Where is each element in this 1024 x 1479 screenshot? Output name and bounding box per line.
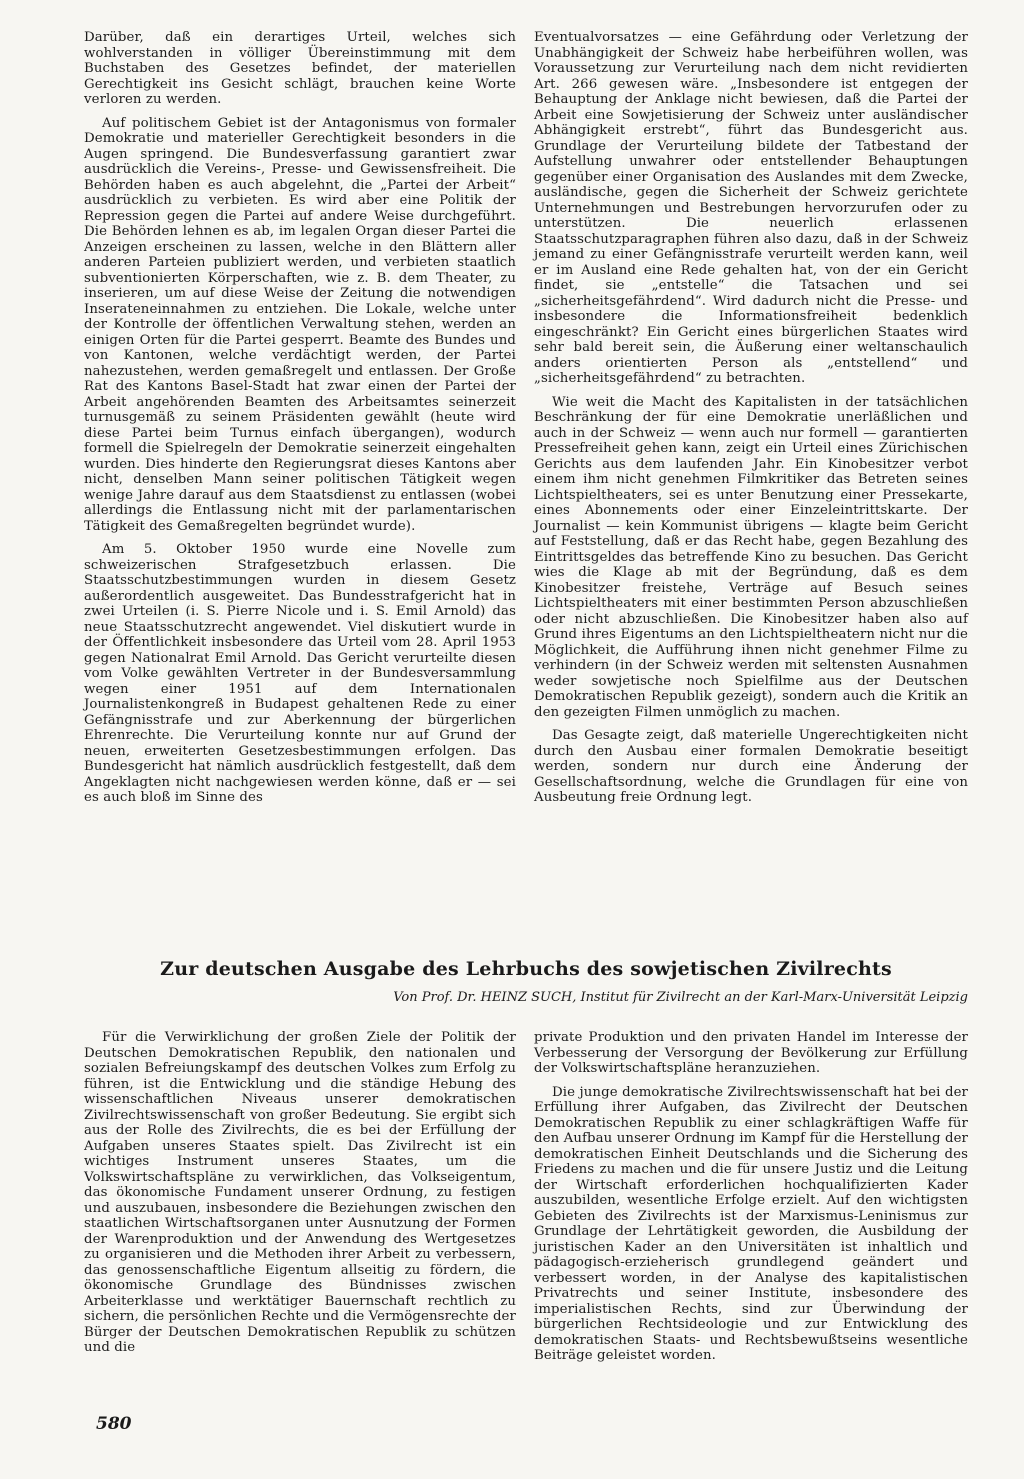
- paragraph: Darüber, daß ein derartiges Urteil, welches sich wohlverstanden in völliger Übereinstimmung mit dem Buchstaben des Gesetzes befindet, der materiellen Gerechtigkeit ins Gesicht schlägt, brauchen keine Worte verloren zu werden.: [84, 30, 516, 107]
- page-number: 580: [96, 1414, 132, 1434]
- paragraph: Am 5. Oktober 1950 wurde eine Novelle zum schweizerischen Strafgesetzbuch erlassen. Die Staatsschutzbestimmungen wurden in diesem Gesetz außerordentlich ausgeweitet. Das Bundesstrafgericht hat in zwei Urteilen (i. S. Pierre Nicole und i. S. Emil Arnold) das neue Staatsschutzrecht angewendet. Viel diskutiert wurde in der Öffentlichkeit insbesondere das Urteil vom 28. April 1953 gegen Nationalrat Emil Arnold. Das Gericht verurteilte diesen vom Volke gewählten Vertreter in der Bundesversammlung wegen einer 1951 auf dem Internationalen Journalistenkongreß in Budapest gehaltenen Rede zu einer Gefängnisstrafe und zur Aberkennung der bürgerlichen Ehrenrechte. Die Verurteilung konnte nur auf Grund der neuen, erweiterten Gesetzesbestimmungen erfolgen. Das Bundesgericht hat nämlich ausdrücklich festgestellt, daß dem Angeklagten nicht nachgewiesen werden könne, daß er — sei es auch bloß im Sinne des: [84, 542, 516, 805]
- article-title: Zur deutschen Ausgabe des Lehrbuchs des sowjetischen Zivilrechts: [160, 958, 892, 980]
- byline-prefix: Von Prof. Dr.: [393, 990, 481, 1005]
- paragraph: Auf politischem Gebiet ist der Antagonismus von formaler Demokratie und materieller Gerechtigkeit besonders in die Augen springend. Die Bundesverfassung garantiert zwar ausdrücklich die Vereins-, Presse- und Gewissensfreiheit. Die Behörden haben es auch abgelehnt, die „Partei der Arbeit“ ausdrücklich zu verbieten. Es wird aber eine Politik der Repression gegen die Partei auf andere Weise durchgeführt. Die Behörden lehnen es ab, im legalen Organ dieser Partei die Anzeigen erscheinen zu lassen, welche in den Blättern aller anderen Parteien publiziert werden, und verbieten staatlich subventionierten Körperschaften, wie z. B. dem Theater, zu inserieren, um auf diese Weise der Zeitung die notwendigen Inserateneinnahmen zu entziehen. Die Lokale, welche unter der Kontrolle der öffentlichen Verwaltung stehen, werden an einigen Orten für die Partei gesperrt. Beamte des Bundes und von Kantonen, welche verdächtigt werden, der Partei nahezustehen, werden gemaßregelt und entlassen. Der Große Rat des Kantons Basel-Stadt hat zwar einen der Partei der Arbeit angehörenden Beamten des Arbeitsamtes seinerzeit turnusgemäß zu seinem Präsidenten gewählt (heute wird diese Partei beim Turnus einfach übergangen), wodurch formell die Spielregeln der Demokratie seinerzeit eingehalten wurden. Dies hinderte den Regierungsrat dieses Kantons aber nicht, denselben Mann seiner politischen Tätigkeit wegen wenige Jahre darauf aus dem Staatsdienst zu entlassen (wobei allerdings die Entlassung nicht mit der parlamentarischen Tätigkeit des Gemaßregelten begründet wurde).: [84, 115, 516, 534]
- bottom-left-column: [84, 1030, 516, 1364]
- paragraph: Für die Verwirklichung der großen Ziele der Politik der Deutschen Demokratischen Republik, den nationalen und sozialen Befreiungskampf des deutschen Volkes zum Erfolg zu führen, ist die Entwicklung und die ständige Hebung des wissenschaftlichen Niveaus unserer demokratischen Zivilrechtswissenschaft von großer Bedeutung. Sie ergibt sich aus der Rolle des Zivilrechts, die es bei der Erfüllung der Aufgaben unseres Staates spielt. Das Zivilrecht ist ein wichtiges Instrument unseres Staates, um die Volkswirtschaftspläne zu verwirklichen, das Volkseigentum, das ökonomische Fundament unserer Ordnung, zu festigen und auszubauen, insbesondere die Beziehungen zwischen den staatlichen Wirtschaftsorganen unter Ausnutzung der Formen der Warenproduktion und der Anwendung des Wertgesetzes zu organisieren und die Methoden ihrer Arbeit zu verbessern, das genossenschaftliche Eigentum allseitig zu fördern, die ökonomische Grundlage des Bündnisses zwischen Arbeiterklasse und werktätiger Bauernschaft rechtlich zu sichern, die persönlichen Rechte und die Vermögensrechte der Bürger der Deutschen Demokratischen Republik zu schützen und die: [84, 1030, 516, 1355]
- byline-suffix: , Institut für Zivilrecht an der Karl-Marx-Universität Leipzig: [572, 990, 968, 1005]
- top-right-column: [534, 30, 968, 814]
- paragraph: Das Gesagte zeigt, daß materielle Ungerechtigkeiten nicht durch den Ausbau einer formalen Demokratie beseitigt werden, sondern nur durch eine Änderung der Gesellschaftsordnung, welche die Grundlagen für eine von Ausbeutung freie Ordnung legt.: [534, 728, 968, 805]
- paragraph: Eventualvorsatzes — eine Gefährdung oder Verletzung der Unabhängigkeit der Schweiz habe herbeiführen wollen, was Voraussetzung zur Verurteilung nach dem nicht revidierten Art. 266 gewesen wäre. „Insbesondere ist entgegen der Behauptung der Anklage nicht bewiesen, daß die Partei der Arbeit eine Sowjetisierung der Schweiz unter ausländischer Abhängigkeit erstrebt“, führt das Bundesgericht aus. Grundlage der Verurteilung bildete der Tatbestand der Aufstellung unwahrer oder entstellender Behauptungen gegenüber einer Organisation des Auslandes mit dem Zwecke, ausländische, gegen die Sicherheit der Schweiz gerichtete Unternehmungen und Bestrebungen hervorzurufen oder zu unterstützen. Die neuerlich erlassenen Staatsschutzparagraphen führen also dazu, daß in der Schweiz jemand zu einer Gefängnisstrafe verurteilt werden kann, weil er im Ausland eine Rede gehalten hat, von der ein Gericht findet, sie „entstelle“ die Tatsachen und sei „sicherheitsgefährdend“. Wird dadurch nicht die Presse- und insbesondere die Informationsfreiheit bedenklich eingeschränkt? Ein Gericht eines bürgerlichen Staates wird sehr bald bereit sein, die Äußerung einer weltanschaulich anders orientierten Person als „entstellend“ und „sicherheitsgefährdend“ zu betrachten.: [534, 30, 968, 386]
- article-byline: [84, 990, 968, 1006]
- paragraph: Die junge demokratische Zivilrechtswissenschaft hat bei der Erfüllung ihrer Aufgaben, das Zivilrecht der Deutschen Demokratischen Republik zu einer schlagkräftigen Waffe für den Aufbau unserer Ordnung im Kampf für die Herstellung der demokratischen Einheit Deutschlands und die Sicherung des Friedens zu machen und die für unsere Justiz und die Leitung der Wirtschaft erforderlichen hochqualifizierten Kader auszubilden, wesentliche Erfolge erzielt. Auf den wichtigsten Gebieten des Zivilrechts ist der Marxismus-Leninismus zur Grundlage der Lehrtätigkeit geworden, die Ausbildung der juristischen Kader an den Universitäten ist inhaltlich und pädagogisch-erzieherisch grundlegend geändert und verbessert worden, in der Analyse des kapitalistischen Privatrechts und seiner Institute, insbesondere des imperialistischen Rechts, sind zur Überwindung der bürgerlichen Rechtsideologie und zur Entwicklung des demokratischen Staats- und Rechtsbewußtseins wesentliche Beiträge geleistet worden.: [534, 1084, 968, 1363]
- byline-author: HEINZ SUCH: [480, 990, 573, 1005]
- bottom-right-column: [534, 1030, 968, 1372]
- paragraph: Wie weit die Macht des Kapitalisten in der tatsächlichen Beschränkung der für eine Demokratie unerläßlichen und auch in der Schweiz — wenn auch nur formell — garantierten Pressefreiheit gehen kann, zeigt ein Urteil eines Zürichischen Gerichts aus dem laufenden Jahr. Ein Kinobesitzer verbot einem ihm nicht genehmen Filmkritiker das Betreten seines Lichtspieltheaters, sei es unter Benutzung einer Pressekarte, eines Abonnements oder einer Einzeleintrittskarte. Der Journalist — kein Kommunist übrigens — klagte beim Gericht auf Feststellung, daß er das Recht habe, gegen Bezahlung des Eintrittsgeldes das betreffende Kino zu besuchen. Das Gericht wies die Klage ab mit der Begründung, daß es dem Kinobesitzer freistehe, Verträge auf Besuch seines Lichtspieltheaters mit einer bestimmten Person abzuschließen oder nicht abzuschließen. Die Kinobesitzer haben also auf Grund ihres Eigentums an den Lichtspieltheatern nicht nur die Möglichkeit, die Aufführung ihnen nicht genehmer Filme zu verhindern (in der Schweiz werden mit seltensten Ausnahmen weder sowjetische noch Spielfilme aus der Deutschen Demokratischen Republik gezeigt), sondern auch die Kritik an den gezeigten Filmen unmöglich zu machen.: [534, 394, 968, 720]
- paragraph: private Produktion und den privaten Handel im Interesse der Verbesserung der Versorgung der Bevölkerung zur Erfüllung der Volkswirtschaftspläne heranzuziehen.: [534, 1030, 968, 1076]
- top-left-column: [84, 30, 516, 814]
